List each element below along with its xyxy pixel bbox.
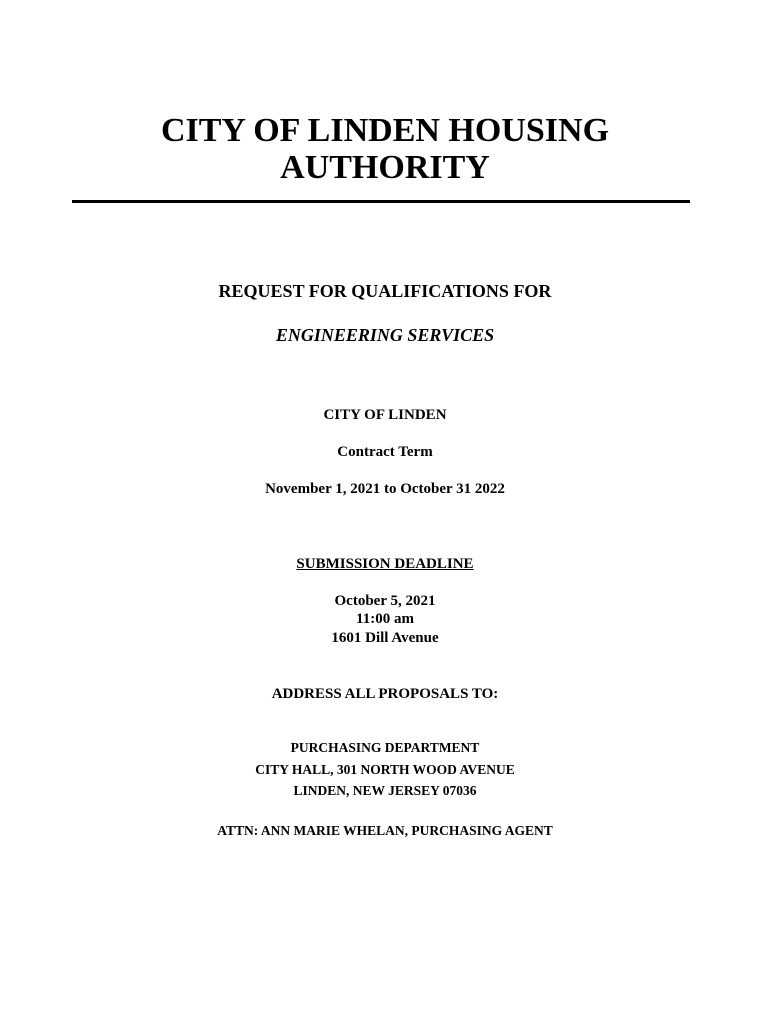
deadline-date: October 5, 2021 — [334, 593, 436, 609]
rfq-heading: REQUEST FOR QUALIFICATIONS FOR — [218, 281, 552, 301]
address-line-3: LINDEN, NEW JERSEY 07036 — [293, 783, 477, 798]
city-name: CITY OF LINDEN — [323, 407, 447, 423]
deadline-location: 1601 Dill Avenue — [331, 630, 439, 646]
contract-term-label: Contract Term — [337, 444, 433, 460]
submission-deadline-heading: SUBMISSION DEADLINE — [296, 556, 474, 572]
attention-line: ATTN: ANN MARIE WHELAN, PURCHASING AGENT — [217, 823, 553, 838]
address-heading: ADDRESS ALL PROPOSALS TO: — [271, 686, 499, 702]
contract-term-dates: November 1, 2021 to October 31 2022 — [265, 481, 505, 497]
title-divider — [72, 200, 690, 203]
rfq-subject: ENGINEERING SERVICES — [275, 325, 495, 345]
address-line-2: CITY HALL, 301 NORTH WOOD AVENUE — [255, 762, 515, 777]
address-line-1: PURCHASING DEPARTMENT — [290, 740, 480, 755]
document-title-line-2: AUTHORITY — [280, 149, 490, 186]
deadline-time: 11:00 am — [356, 611, 414, 627]
document-title-line-1: CITY OF LINDEN HOUSING — [160, 112, 610, 149]
